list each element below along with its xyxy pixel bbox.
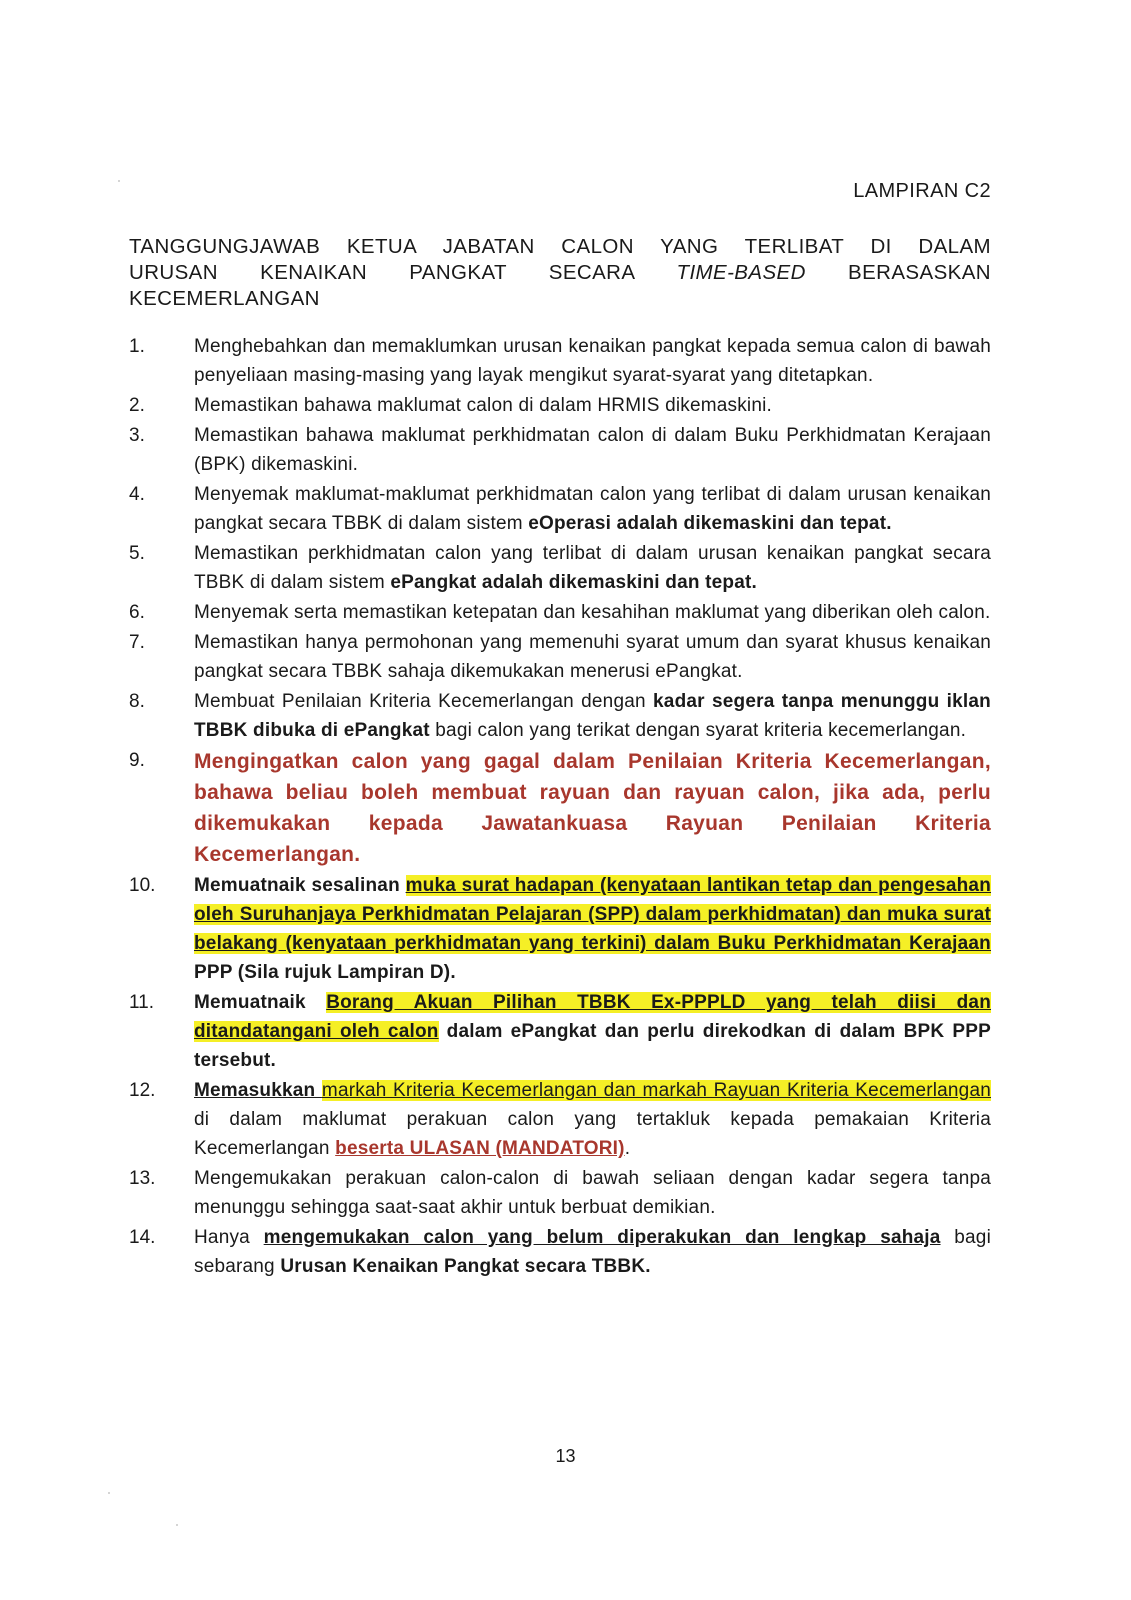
title-line-3: KECEMERLANGAN bbox=[129, 287, 320, 310]
responsibility-list bbox=[129, 332, 991, 1282]
list-item bbox=[129, 746, 991, 870]
underlined-text: mengemukakan calon yang belum diperakukan dan lengkap sahaja bbox=[263, 1227, 941, 1248]
item-text: Hanya mengemukakan calon yang belum diperakukan dan lengkap sahaja bagi sebarang Urusan Kenaikan Pangkat secara TBBK. bbox=[194, 1227, 991, 1277]
list-item bbox=[129, 391, 991, 420]
item-number: 10. bbox=[129, 875, 156, 896]
item-text: Memasukkan markah Kriteria Kecemerlangan dan markah Rayuan Kriteria Kecemerlangan di dalam maklumat perakuan calon yang tertakluk kepada pemakaian Kriteria Kecemerlangan beserta ULASAN (MANDATORI). bbox=[194, 1080, 991, 1159]
title-italic-term: TIME-BASED bbox=[676, 261, 806, 284]
page-number: 13 bbox=[555, 1446, 576, 1466]
item-text: Memuatnaik sesalinan muka surat hadapan (kenyataan lantikan tetap dan pengesahan oleh Suruhanjaya Perkhidmatan Pelajaran (SPP) dalam perkhidmatan) dan muka surat belakang (kenyataan perkhidmatan yang terkini) dalam Buku Perkhidmatan Kerajaan PPP (Sila rujuk Lampiran D). bbox=[194, 875, 991, 983]
list-item bbox=[129, 421, 991, 479]
item-number: 5. bbox=[129, 543, 145, 564]
item-number: 13. bbox=[129, 1168, 156, 1189]
item-text-emphasis: Mengingatkan calon yang gagal dalam Penilaian Kriteria Kecemerlangan, bahawa beliau boleh membuat rayuan dan rayuan calon, jika ada, perlu dikemukakan kepada Jawatankuasa Rayuan Penilaian Kriteria Kecemerlangan. bbox=[194, 750, 991, 866]
item-number: 11. bbox=[129, 992, 155, 1013]
item-text: Membuat Penilaian Kriteria Kecemerlangan dengan kadar segera tanpa menunggu iklan TBBK dibuka di ePangkat bagi calon yang terikat dengan syarat kriteria kecemerlangan. bbox=[194, 691, 991, 741]
document-title bbox=[129, 234, 991, 312]
item-text: Menghebahkan dan memaklumkan urusan kenaikan pangkat kepada semua calon di bawah penyeliaan masing-masing yang layak mengikut syarat-syarat yang ditetapkan. bbox=[194, 336, 991, 386]
item-text: Memastikan perkhidmatan calon yang terlibat di dalam urusan kenaikan pangkat secara TBBK di dalam sistem ePangkat adalah dikemaskini dan tepat. bbox=[194, 543, 991, 593]
title-line-2: URUSAN KENAIKAN PANGKAT SECARA TIME-BASED BERASASKAN bbox=[129, 261, 991, 284]
highlighted-text: markah Kriteria Kecemerlangan dan markah Rayuan Kriteria Kecemerlangan bbox=[321, 1080, 991, 1101]
list-item bbox=[129, 687, 991, 745]
item-text: Menyemak serta memastikan ketepatan dan kesahihan maklumat yang diberikan oleh calon. bbox=[194, 602, 991, 623]
highlighted-text: muka surat hadapan (kenyataan lantikan tetap dan pengesahan oleh Suruhanjaya Perkhidmatan Pelajaran (SPP) dalam perkhidmatan) dan muka surat belakang (kenyataan perkhidmatan yang terkini) dalam Buku Perkhidmatan Kerajaan bbox=[194, 875, 991, 954]
mandatory-note: beserta ULASAN (MANDATORI) bbox=[335, 1138, 625, 1159]
item-number: 2. bbox=[129, 395, 145, 416]
list-item bbox=[129, 628, 991, 686]
list-item bbox=[129, 598, 991, 627]
item-number: 7. bbox=[129, 632, 145, 653]
list-item bbox=[129, 539, 991, 597]
item-text: Memastikan bahawa maklumat perkhidmatan calon di dalam Buku Perkhidmatan Kerajaan (BPK) dikemaskini. bbox=[194, 425, 991, 475]
item-number: 6. bbox=[129, 602, 145, 623]
item-number: 4. bbox=[129, 484, 145, 505]
item-text: Memastikan bahawa maklumat calon di dalam HRMIS dikemaskini. bbox=[194, 395, 773, 416]
item-text: Menyemak maklumat-maklumat perkhidmatan calon yang terlibat di dalam urusan kenaikan pangkat secara TBBK di dalam sistem eOperasi adalah dikemaskini dan tepat. bbox=[194, 484, 991, 534]
item-number: 12. bbox=[129, 1080, 156, 1101]
item-number: 1. bbox=[129, 336, 145, 357]
list-item bbox=[129, 1223, 991, 1281]
highlighted-text: Borang Akuan Pilihan TBBK Ex-PPPLD yang telah diisi dan ditandatangani oleh calon bbox=[194, 992, 991, 1042]
list-item bbox=[129, 871, 991, 987]
list-item bbox=[129, 988, 991, 1075]
item-number: 14. bbox=[129, 1227, 156, 1248]
list-item bbox=[129, 480, 991, 538]
item-number: 9. bbox=[129, 750, 145, 771]
item-text: Memastikan hanya permohonan yang memenuhi syarat umum dan syarat khusus kenaikan pangkat secara TBBK sahaja dikemukakan menerusi ePangkat. bbox=[194, 632, 991, 682]
scan-speck bbox=[176, 1524, 178, 1526]
item-text: Memuatnaik Borang Akuan Pilihan TBBK Ex-PPPLD yang telah diisi dan ditandatangani oleh calon dalam ePangkat dan perlu direkodkan di dalam BPK PPP tersebut. bbox=[194, 992, 991, 1071]
item-text: Mengemukakan perakuan calon-calon di bawah seliaan dengan kadar segera tanpa menunggu sehingga saat-saat akhir untuk berbuat demikian. bbox=[194, 1168, 991, 1218]
list-item bbox=[129, 332, 991, 390]
list-item bbox=[129, 1164, 991, 1222]
item-number: 8. bbox=[129, 691, 145, 712]
title-line-1: TANGGUNGJAWAB KETUA JABATAN CALON YANG TERLIBAT DI DALAM bbox=[129, 235, 991, 258]
list-item bbox=[129, 1076, 991, 1163]
lampiran-label: LAMPIRAN C2 bbox=[853, 180, 991, 202]
scan-speck bbox=[118, 180, 120, 182]
scan-speck bbox=[108, 1492, 110, 1494]
item-number: 3. bbox=[129, 425, 145, 446]
